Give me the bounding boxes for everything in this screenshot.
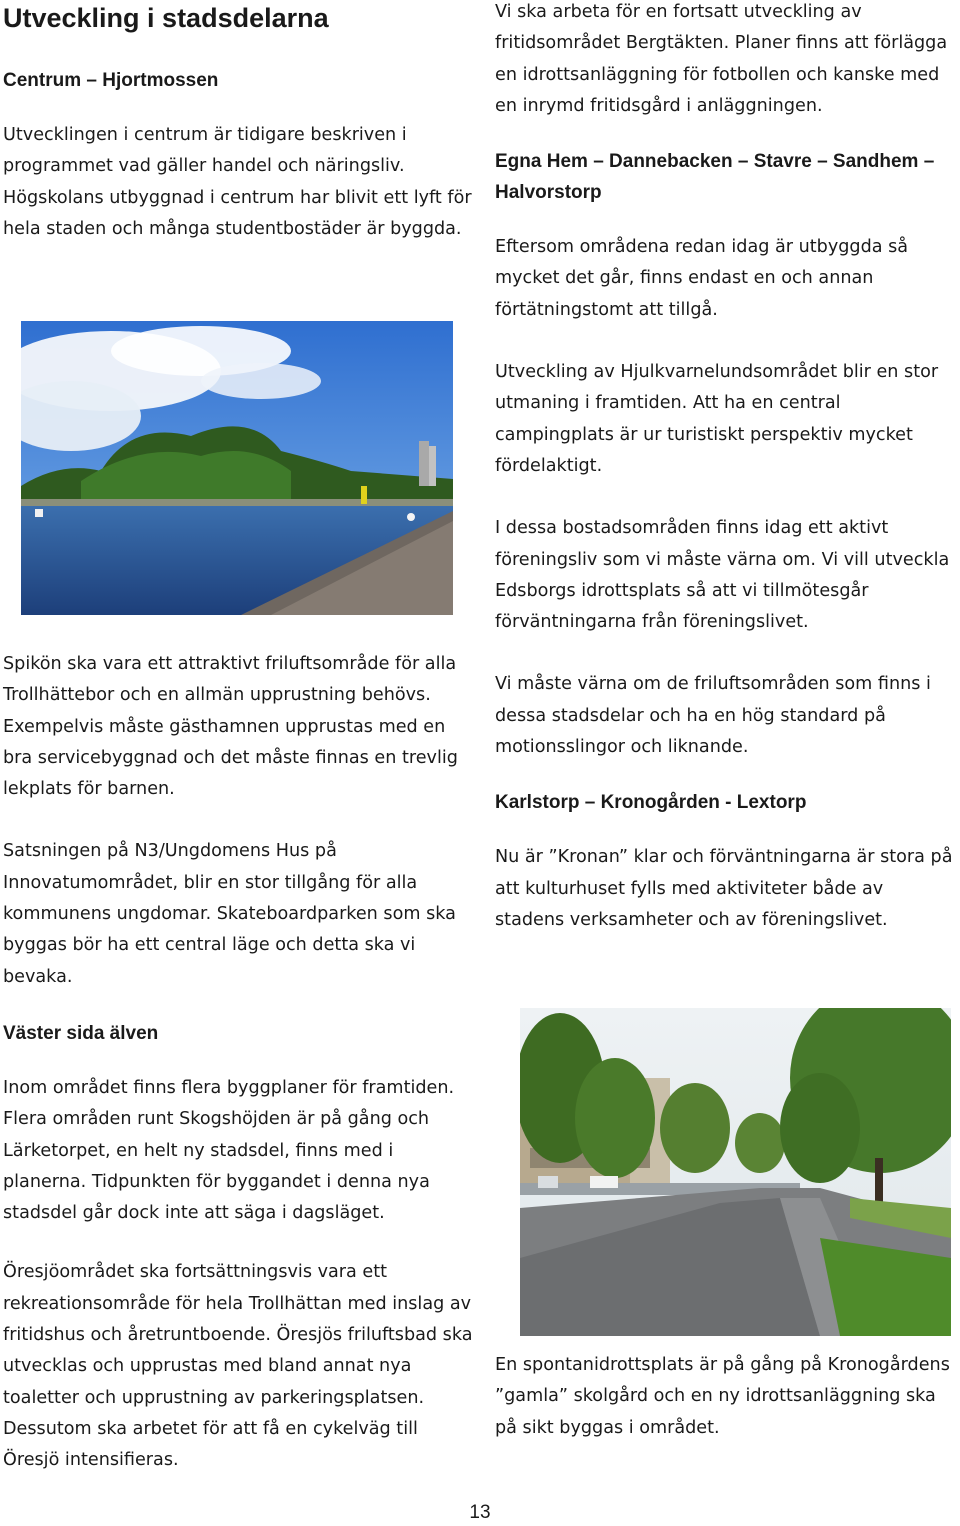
heading-vaster: Väster sida älven — [3, 1022, 159, 1044]
paragraph-egnahem-2: Utveckling av Hjulkvarnelundsområdet blir en stor utmaning i framtiden. Att ha en central campingplats är ur turistiskt perspektiv mycket fördelaktigt. — [495, 362, 939, 476]
paragraph-egnahem-1: Eftersom områdena redan idag är utbyggda så mycket det går, finns endast en och annan förtätningstomt att tillgå. — [495, 237, 909, 320]
paragraph-vaster-1: Inom området finns flera byggplaner för framtiden. Flera områden runt Skogshöjden är på gång och Lärketorpet, en helt ny stadsdel, finns med i planerna. Tidpunkten för byggandet i denna nya stadsdel går dock inte att säga i dagsläget. — [3, 1077, 455, 1224]
heading-egnahem: Egna Hem – Dannebacken – Stavre – Sandhem – Halvorstorp — [495, 151, 935, 204]
heading-karlstorp: Karlstorp – Kronogården - Lextorp — [495, 792, 807, 814]
right-column-top — [495, 0, 957, 936]
paragraph-centrum-1: Utvecklingen i centrum är tidigare beskriven i programmet vad gäller handel och näringsliv. Högskolans utbyggnad i centrum har blivit ett lyft för hela staden och många studentbostäder är byggda. — [3, 125, 472, 239]
paragraph-bergtakten: Vi ska arbeta för en fortsatt utveckling av fritidsområdet Bergtäkten. Planer finns att förlägga en idrottsanläggning för fotbollen och kanske med en inrymd fritidsgård i anläggningen. — [495, 2, 948, 116]
left-column-middle — [3, 649, 473, 1477]
photo-spikon-waterfront — [21, 321, 453, 615]
heading-centrum: Centrum – Hjortmossen — [3, 70, 219, 91]
paragraph-centrum-2: Spikön ska vara ett attraktivt friluftsområde för alla Trollhättebor och en allmän upprustning behövs. Exempelvis måste gästhamnen upprustas med en bra servicebyggnad och det måste finnas en trevlig lekplats för barnen. — [3, 654, 458, 800]
photo-kronogarden-image — [520, 1008, 951, 1336]
page-number: 13 — [469, 1502, 491, 1523]
paragraph-egnahem-3: I dessa bostadsområden finns idag ett aktivt föreningsliv som vi måste värna om. Vi vill utveckla Edsborgs idrottsplats så att vi tillmötesgår förväntningarna från föreningslivet. — [495, 518, 950, 633]
photo-spikon-image — [21, 321, 453, 615]
paragraph-centrum-3: Satsningen på N3/Ungdomens Hus på Innovatumområdet, blir en stor tillgång för alla kommunens ungdomar. Skateboardparken som ska byggas bör ha ett central läge och detta ska vi bevaka. — [3, 841, 456, 987]
paragraph-karlstorp-1: Nu är ”Kronan” klar och förväntningarna är stora på att kulturhuset fylls med aktiviteter både av stadens verksamheter och av föreningslivet. — [495, 847, 953, 930]
paragraph-vaster-2: Öresjöområdet ska fortsättningsvis vara ett rekreationsområde för hela Trollhättan med inslag av fritidshus och åretruntboende. Öresjös friluftsbad ska utvecklas och upprustas med bland annat nya toaletter och upprustning av parkeringsplatsen. Dessutom ska arbetet för att få en cykelväg till Öresjö intensifieras. — [3, 1262, 473, 1471]
page-title: Utveckling i stadsdelarna — [3, 3, 329, 33]
paragraph-egnahem-4: Vi måste värna om de friluftsområden som finns i dessa stadsdelar och ha en hög standard på motionsslingor och liknande. — [495, 674, 931, 758]
paragraph-karlstorp-2: En spontanidrottsplats är på gång på Kronogårdens ”gamla” skolgård och en ny idrottsanläggning ska på sikt byggas i området. — [495, 1355, 950, 1438]
left-column-top — [3, 0, 473, 245]
right-column-bottom — [495, 1350, 957, 1444]
photo-kronogarden-street — [520, 1008, 951, 1336]
